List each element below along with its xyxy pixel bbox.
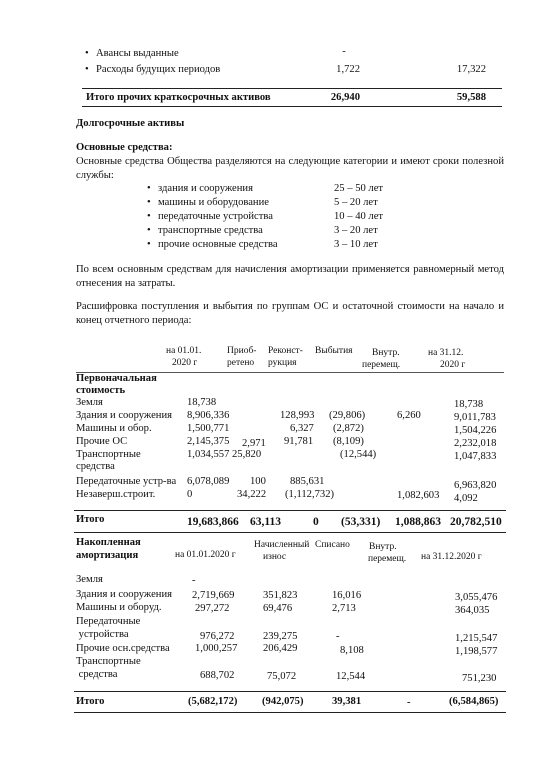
cell: 2,145,375 — [187, 436, 230, 447]
total-cell: (5,682,172) — [188, 696, 238, 707]
column-header: на 31.12. — [428, 348, 464, 358]
divider — [74, 510, 506, 511]
list-item — [96, 48, 179, 60]
divider — [74, 532, 506, 533]
total-cell: 63,113 — [250, 516, 281, 528]
row-label: устройства — [76, 629, 129, 640]
column-header: на 31.12.2020 г — [421, 552, 482, 562]
cell: 885,631 — [290, 476, 325, 487]
cell: 2,713 — [332, 603, 356, 614]
cell: 239,275 — [263, 631, 298, 642]
category-life: 25 – 50 лет — [334, 183, 384, 194]
cell: 8,906,336 — [187, 410, 230, 421]
total-cell: (6,584,865) — [449, 696, 499, 707]
cell: 91,781 — [284, 436, 314, 447]
paragraph: По всем основным средствам для начисления амортизации применяется равномерный метод отнесения на затраты. — [76, 264, 504, 290]
column-header: перемещ. — [368, 554, 407, 564]
row-label: Земля — [76, 574, 103, 585]
total-cell: 0 — [313, 516, 319, 528]
cell: 2,232,018 — [454, 438, 497, 449]
total-value: 26,940 — [330, 92, 360, 103]
list-item — [158, 197, 269, 209]
column-header: Выбытия — [315, 346, 353, 356]
cell: 6,260 — [397, 410, 421, 421]
cell: 128,993 — [280, 410, 315, 421]
total-cell: 39,381 — [332, 696, 362, 707]
column-header: перемещ. — [362, 360, 401, 370]
row-label: Передаточные устр-ва — [76, 476, 177, 487]
category-life: 3 – 20 лет — [334, 225, 378, 236]
row-label: средства — [76, 669, 118, 680]
cell: 2,971 — [242, 438, 266, 449]
cell: 12,544 — [336, 671, 366, 682]
cell: (12,544) — [340, 449, 377, 460]
total-cell: - — [407, 697, 411, 708]
divider — [74, 691, 506, 692]
column-header: Списано — [315, 540, 350, 550]
cell: 69,476 — [263, 603, 293, 614]
cell: 3,055,476 — [455, 592, 498, 603]
list-item — [96, 64, 220, 76]
list-item — [158, 225, 263, 237]
paragraph: Расшифровка поступления и выбытия по группам ОС и остаточной стоимости на начало и конец отчетного периода: — [76, 301, 504, 327]
column-header: рукция — [268, 358, 297, 368]
cell: 2,719,669 — [192, 590, 235, 601]
total-cell: 1,088,863 — [395, 516, 441, 528]
section-label: Накопленная — [76, 537, 141, 548]
category-life: 3 – 10 лет — [334, 239, 378, 250]
total-value: 59,588 — [456, 92, 486, 103]
cell: 75,072 — [267, 671, 297, 682]
paragraph: Основные средства Общества разделяются на следующие категории и имеют сроки полезной службы: — [76, 156, 504, 182]
column-header: износ — [263, 552, 287, 562]
row-label: Незаверш.строит. — [76, 489, 156, 500]
cell: 1,500,771 — [187, 423, 230, 434]
value-cell: 17,322 — [456, 64, 486, 75]
section-label: стоимость — [76, 385, 126, 396]
cell: 1,198,577 — [455, 646, 498, 657]
cell: 976,272 — [200, 631, 235, 642]
cell: (2,872) — [333, 423, 364, 434]
category-name: транспортные средства — [158, 225, 263, 236]
category-name: здания и сооружения — [158, 183, 253, 194]
value-cell: - — [342, 46, 346, 57]
row-label: Земля — [76, 397, 103, 408]
cell: 6,078,089 — [187, 476, 230, 487]
category-name: передаточные устройства — [158, 211, 273, 222]
subsection-heading: Основные средства: — [76, 142, 173, 153]
cell: 6,963,820 — [454, 480, 497, 491]
total-cell: (53,331) — [341, 516, 381, 528]
column-header: ретено — [227, 358, 255, 368]
section-label: Первоначальная — [76, 373, 157, 384]
cell: 9,011,783 — [454, 412, 496, 423]
cell: 6,327 — [290, 423, 314, 434]
cell: 18,738 — [454, 399, 484, 410]
list-item — [158, 239, 278, 251]
cell: 1,000,257 — [195, 643, 238, 654]
cell: 100 — [250, 476, 266, 487]
list-item — [158, 183, 253, 195]
cell: 16,016 — [332, 590, 362, 601]
total-cell: 20,782,510 — [450, 516, 502, 528]
cell: 1,504,226 — [454, 425, 497, 436]
cell: 8,108 — [340, 645, 364, 656]
category-life: 5 – 20 лет — [334, 197, 378, 208]
cell: (1,112,732) — [285, 489, 335, 500]
cell: 34,222 — [237, 489, 267, 500]
column-header: 2020 г — [172, 358, 198, 368]
cell: 297,272 — [195, 603, 230, 614]
cell: 18,738 — [187, 397, 217, 408]
section-heading: Долгосрочные активы — [76, 118, 185, 129]
total-cell: 19,683,866 — [187, 516, 239, 528]
total-label: Итого — [76, 696, 105, 707]
cell: - — [192, 575, 196, 586]
row-label: Машины и обор. — [76, 423, 152, 434]
cell: 688,702 — [200, 670, 235, 681]
cell: 4,092 — [454, 493, 478, 504]
column-header: на 01.01.2020 г — [175, 550, 236, 560]
cell: 206,429 — [263, 643, 298, 654]
row-label: Машины и оборуд. — [76, 602, 162, 613]
total-cell: (942,075) — [262, 696, 304, 707]
cell: 25,820 — [232, 449, 262, 460]
divider — [82, 106, 502, 107]
category-name: машины и оборудование — [158, 197, 269, 208]
column-header: Внутр. — [369, 542, 397, 552]
column-header: на 01.01. — [166, 346, 202, 356]
cell: 351,823 — [263, 590, 298, 601]
row-label: Прочие ОС — [76, 436, 128, 447]
row-label: Авансы выданные — [96, 48, 179, 59]
divider — [74, 712, 506, 713]
cell: 751,230 — [462, 673, 497, 684]
list-item — [158, 211, 273, 223]
column-header: Начисленный — [254, 540, 310, 550]
value-cell: 1,722 — [336, 64, 360, 75]
divider — [82, 88, 502, 89]
row-label: Передаточные — [76, 616, 141, 627]
cell: 1,034,557 — [187, 449, 230, 460]
category-name: прочие основные средства — [158, 239, 278, 250]
cell: - — [336, 631, 340, 642]
row-label: Прочие осн.средства — [76, 643, 170, 654]
cell: (29,806) — [329, 410, 366, 421]
category-life: 10 – 40 лет — [334, 211, 384, 222]
cell: 1,215,547 — [455, 633, 498, 644]
column-header: Приоб- — [227, 346, 257, 356]
cell: 0 — [187, 489, 193, 500]
row-label: Транспортные — [76, 449, 141, 460]
cell: 1,082,603 — [397, 490, 440, 501]
column-header: Реконст- — [268, 346, 303, 356]
row-label: средства — [76, 461, 115, 472]
total-label: Итого прочих краткосрочных активов — [86, 92, 271, 103]
cell: 1,047,833 — [454, 451, 497, 462]
total-label: Итого — [76, 514, 105, 525]
row-label: Расходы будущих периодов — [96, 64, 221, 75]
cell: (8,109) — [333, 436, 364, 447]
section-label: амортизация — [76, 550, 139, 561]
row-label: Транспортные — [76, 656, 141, 667]
cell: 364,035 — [455, 605, 490, 616]
row-label: Здания и сооружения — [76, 410, 173, 421]
column-header: Внутр. — [372, 348, 400, 358]
row-label: Здания и сооружения — [76, 589, 173, 600]
column-header: 2020 г — [440, 360, 466, 370]
